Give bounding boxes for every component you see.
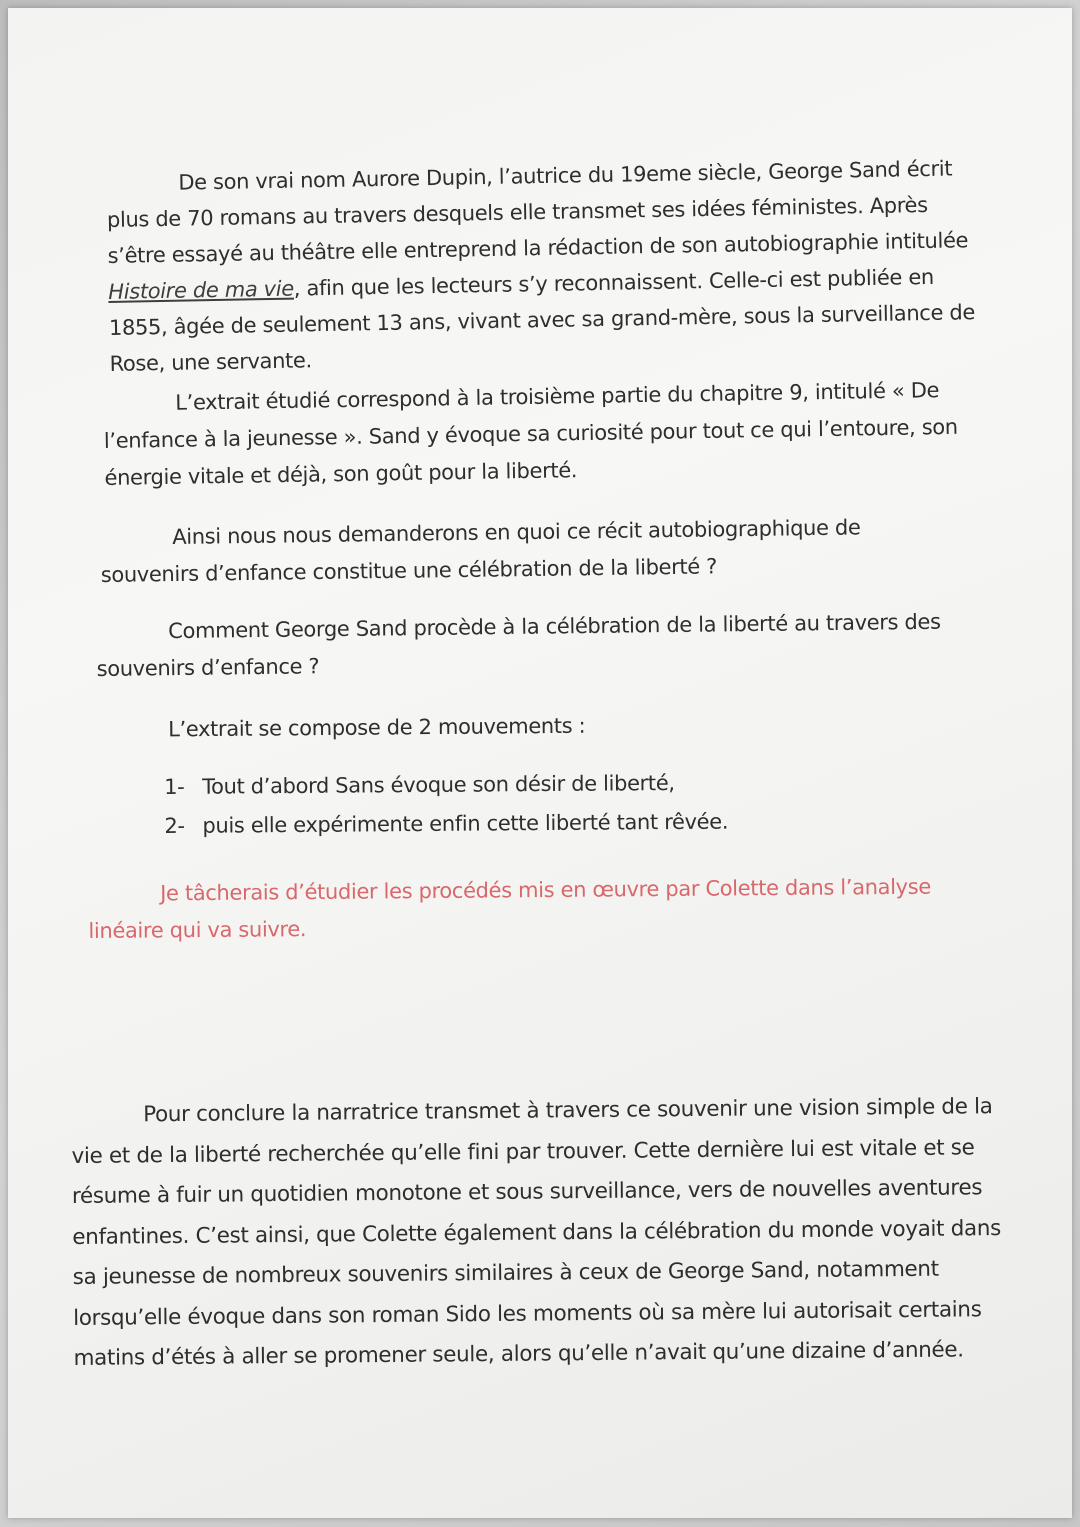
annonce-paragraph — [88, 868, 979, 949]
annonce-text: Je tâcherais d’étudier les procédés mis en œuvre par Colette dans l’analyse linéaire qui va suivre. — [88, 874, 931, 943]
indent — [106, 190, 178, 191]
indent — [100, 544, 172, 545]
extrait-paragraph — [103, 371, 1001, 497]
indent — [96, 638, 168, 639]
intro-text-end: , afin que les lecteurs s’y reconnaissent. Celle-ci est publiée en 1855, âgée de seulement 13 ans, vivant avec sa grand-mère, sous la surveillance de Rose, une servante. — [108, 264, 976, 376]
indent — [88, 900, 160, 901]
problematique-text: Ainsi nous nous demanderons en quoi ce récit autobiographique de souvenirs d’enfance constitue une célébration de la liberté ? — [100, 515, 861, 587]
problematique-paragraph — [100, 508, 941, 593]
mouvements-list — [164, 763, 785, 846]
book-title: Histoire de ma vie — [108, 276, 295, 304]
conclusion-text: Pour conclure la narratrice transmet à travers ce souvenir une vision simple de la vie et de la liberté recherchée qu’elle fini par trouver. Cette dernière lui est vitale et se résume à fuir un quotidien monotone et sous surveillance, vers de nouvelles aventures enfantines. C’est ainsi, que Colette également dans la célébration du monde voyait dans sa jeunesse de nombreux souvenirs similaires à ceux de George Sand, notamment lorsqu’elle évoque dans son roman Sido les moments où sa mère lui autorisait certains matins d’étés à aller se promener seule, alors qu’elle n’avait qu’une dizaine d’année. — [71, 1094, 1002, 1371]
list-item-number: 1- — [164, 774, 185, 799]
list-item-text: Tout d’abord Sans évoque son désir de liberté, — [202, 770, 675, 799]
intro-paragraph — [106, 150, 990, 382]
mouvements-intro: L’extrait se compose de 2 mouvements : — [168, 713, 586, 742]
extrait-text: L’extrait étudié correspond à la troisième partie du chapitre 9, intitulé « De l’enfance à la jeunesse ». Sand y évoque sa curiosité pour tout ce qui l’entoure, son énergie vitale et déjà, son goût pour la liberté. — [103, 378, 958, 490]
indent — [71, 1121, 143, 1122]
paper-sheet — [8, 8, 1072, 1518]
question-text: Comment George Sand procède à la célébration de la liberté au travers des souvenirs d’enfance ? — [96, 609, 941, 681]
intro-text-start: De son vrai nom Aurore Dupin, l’autrice du 19eme siècle, George Sand écrit plus de 70 romans au travers desquels elle transmet ses idées féministes. Après s’être essayé au théâtre elle entreprend la rédaction de son autobiographie intitulée — [106, 156, 969, 268]
list-item-text: puis elle expérimente enfin cette liberté tant rêvée. — [202, 809, 729, 838]
indent — [103, 410, 175, 411]
list-item — [164, 802, 784, 846]
conclusion-paragraph — [71, 1087, 1004, 1379]
question-paragraph — [96, 603, 997, 687]
list-item-number: 2- — [164, 813, 185, 838]
list-item — [164, 763, 784, 807]
